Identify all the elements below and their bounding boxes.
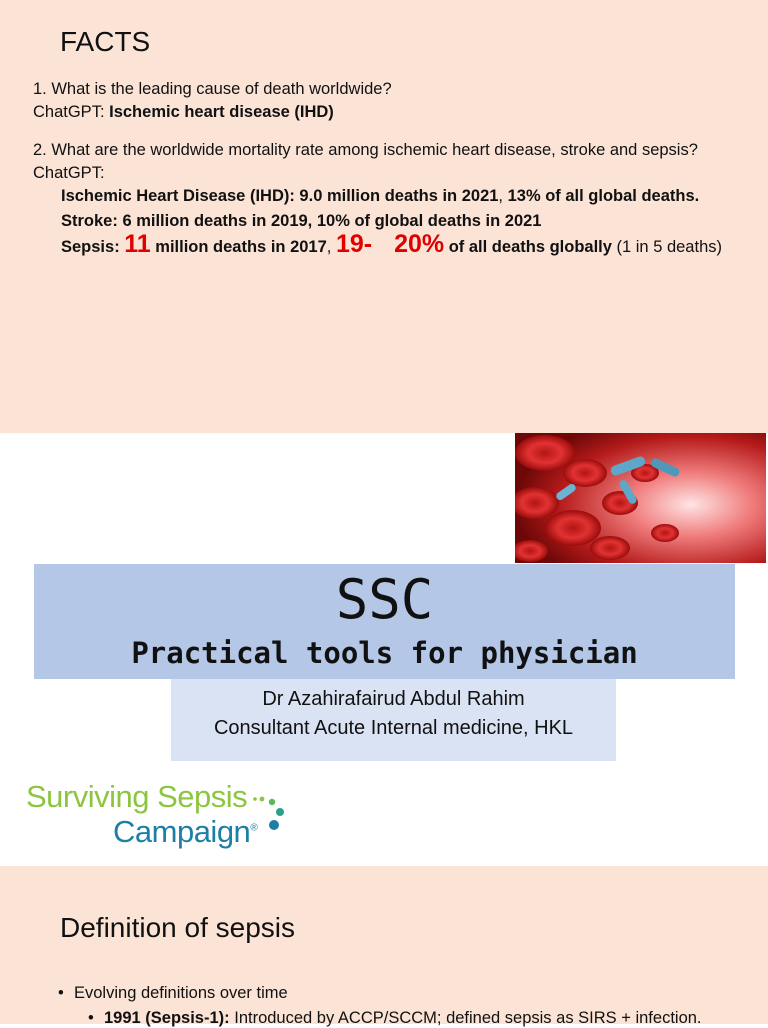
sepsis-stat bbox=[33, 230, 753, 259]
sepsis-pct-low: 19- bbox=[335, 230, 373, 258]
answer-1-prefix: ChatGPT: bbox=[33, 103, 110, 121]
stroke-label: Stroke bbox=[61, 212, 113, 230]
surviving-sepsis-logo bbox=[26, 779, 306, 855]
sepsis-label: Sepsis: bbox=[61, 238, 125, 256]
question-2: 2. What are the worldwide mortality rate among ischemic heart disease, stroke and sepsis? bbox=[33, 141, 698, 159]
answer-2-prefix: ChatGPT: bbox=[33, 164, 105, 182]
bullet-dot-icon: • bbox=[58, 984, 64, 1002]
bullet-sepsis-1-label: 1991 (Sepsis-1): bbox=[104, 1009, 230, 1027]
ihd-stat-main: Ischemic Heart Disease (IHD): 9.0 million deaths in 2021 bbox=[61, 187, 499, 205]
logo-campaign-word: Campaign bbox=[113, 814, 251, 849]
logo-text-surviving-sepsis: Surviving Sepsis bbox=[26, 779, 248, 814]
ihd-stat-sep: , bbox=[498, 187, 508, 205]
logo-dots-icon bbox=[252, 793, 292, 833]
sepsis-comma: , bbox=[326, 238, 336, 256]
ihd-stat-rest: 13% of all global deaths. bbox=[507, 187, 700, 205]
definition-slide bbox=[0, 866, 768, 1027]
sepsis-tail: (1 in 5 deaths) bbox=[611, 238, 722, 256]
facts-body bbox=[33, 78, 753, 259]
slide-subtitle: Practical tools for physician bbox=[131, 636, 638, 670]
author-box bbox=[171, 679, 616, 761]
bullet-sepsis-1 bbox=[88, 1009, 702, 1028]
author-role: Consultant Acute Internal medicine, HKL bbox=[213, 717, 574, 739]
sepsis-pct-high: 20% bbox=[394, 230, 445, 258]
definition-title: Definition of sepsis bbox=[60, 912, 296, 943]
question-1: 1. What is the leading cause of death worldwide? bbox=[33, 80, 392, 98]
ihd-stat bbox=[33, 185, 753, 208]
bullet-evolving-text: Evolving definitions over time bbox=[74, 984, 288, 1002]
facts-slide bbox=[0, 0, 768, 433]
title-box bbox=[34, 564, 735, 679]
sepsis-mid: million deaths in 2017 bbox=[150, 238, 327, 256]
sepsis-rest: of all deaths globally bbox=[444, 238, 612, 256]
slide-title: SSC bbox=[335, 568, 434, 631]
facts-title: FACTS bbox=[60, 26, 151, 57]
bullet-sepsis-1-text: Introduced by ACCP/SCCM; defined sepsis as SIRS + infection. bbox=[229, 1009, 702, 1027]
logo-registered-mark: ® bbox=[250, 822, 258, 834]
answer-1 bbox=[33, 101, 753, 124]
bullet-evolving bbox=[58, 984, 288, 1003]
stroke-text: : 6 million deaths in 2019, 10% of global deaths in 2021 bbox=[112, 212, 542, 230]
title-slide bbox=[0, 433, 768, 866]
sepsis-number: 11 bbox=[124, 230, 151, 258]
bullet-dot-icon: • bbox=[88, 1009, 94, 1027]
author-name: Dr Azahirafairud Abdul Rahim bbox=[262, 688, 525, 710]
logo-text-campaign bbox=[113, 814, 257, 850]
answer-1-text: Ischemic heart disease (IHD) bbox=[109, 103, 334, 121]
blood-cells-image bbox=[515, 433, 766, 563]
